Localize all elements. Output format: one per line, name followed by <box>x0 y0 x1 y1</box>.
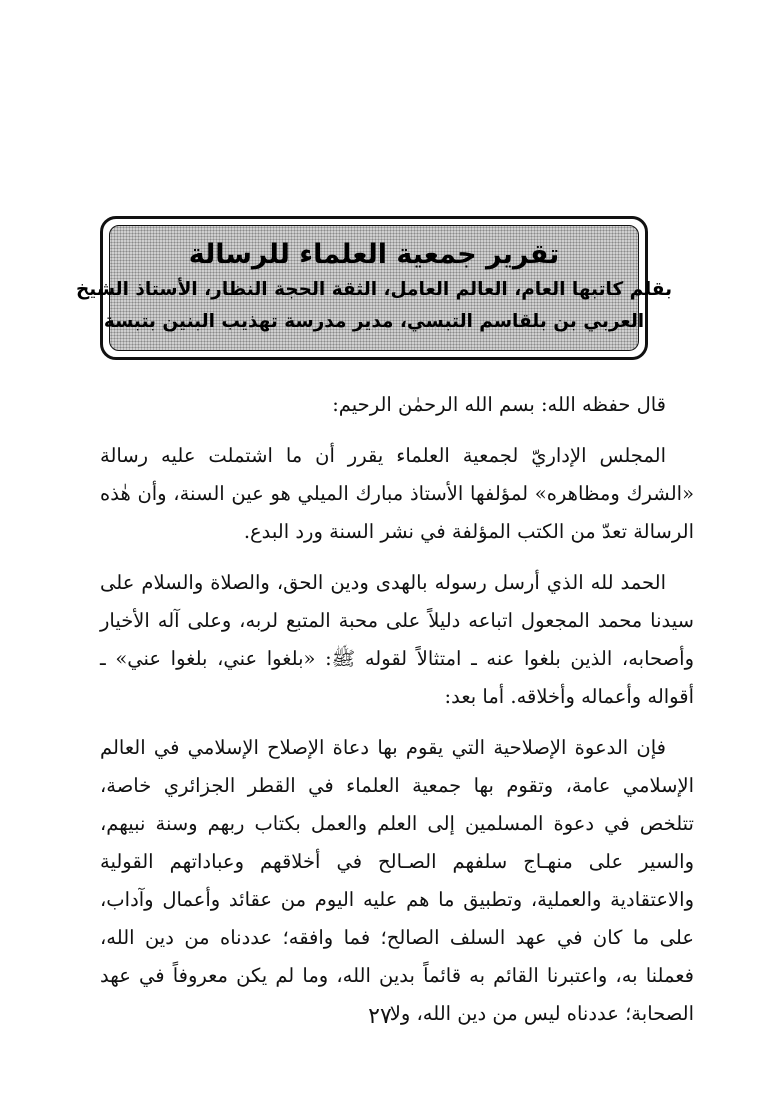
title-frame <box>75 216 673 360</box>
body-text <box>100 386 694 1033</box>
paragraph-council-decision: المجلس الإداريّ لجمعية العلماء يقرر أن ما اشتملت عليه رسالة «الشرك ومظاهره» لمؤلفها الأستاذ مبارك الميلي هو عين السنة، وأن هٰذه الرسالة تعدّ من الكتب المؤلفة في نشر السنة ورد البدع. <box>100 444 694 543</box>
author-line-2: العربي بن بلقاسم التبسي، مدير مدرسة تهذيب البنين بتبسة <box>103 311 645 333</box>
section-title: تقرير جمعية العلماء للرسالة <box>188 239 560 271</box>
paragraph-praise: الحمد لله الذي أرسل رسوله بالهدى ودين الحق، والصلاة والسلام على سيدنا محمد المجعول اتباعه دليلاً على محبة المتبع لربه، وعلى آله الأخيار وأصحابه، الذين بلغوا عنه ـ امتثالاً لقوله ﷺ: «بلغوا عني، بلغوا عني» ـ أقواله وأعماله وأخلاقه. أما بعد: <box>100 571 694 708</box>
paragraph-reform-call: فإن الدعوة الإصلاحية التي يقوم بها دعاة الإصلاح الإسلامي في العالم الإسلامي عامة، وتقوم بها جمعية العلماء في القطر الجزائري خاصة، تتلخص في دعوة المسلمين إلى العلم والعمل بكتاب ربهم وسنة نبيهم، والسير على منهـاج سلفهم الصـالح في أخلاقهم وعباداتهم القولية والاعتقادية والعملية، وتطبيق ما هم عليه اليوم من عقائد وأعمال وآداب، على ما كان في عهد السلف الصالح؛ فما وافقه؛ عددناه من دين الله، فعملنا به، واعتبرنا القائم به قائماً بدين الله، وما لم يكن معروفاً في عهد الصحابة؛ عددناه ليس من دين الله، ولا <box>100 736 694 1025</box>
title-panel <box>75 225 673 351</box>
page-number: ٢٧ <box>368 1004 392 1029</box>
paragraph-opening: قال حفظه الله: بسم الله الرحمٰن الرحيم: <box>332 393 666 416</box>
author-line-1: بقلم كاتبها العام، العالم العامل، الثقة الحجة النظار، الأستاذ الشيخ <box>75 278 673 300</box>
